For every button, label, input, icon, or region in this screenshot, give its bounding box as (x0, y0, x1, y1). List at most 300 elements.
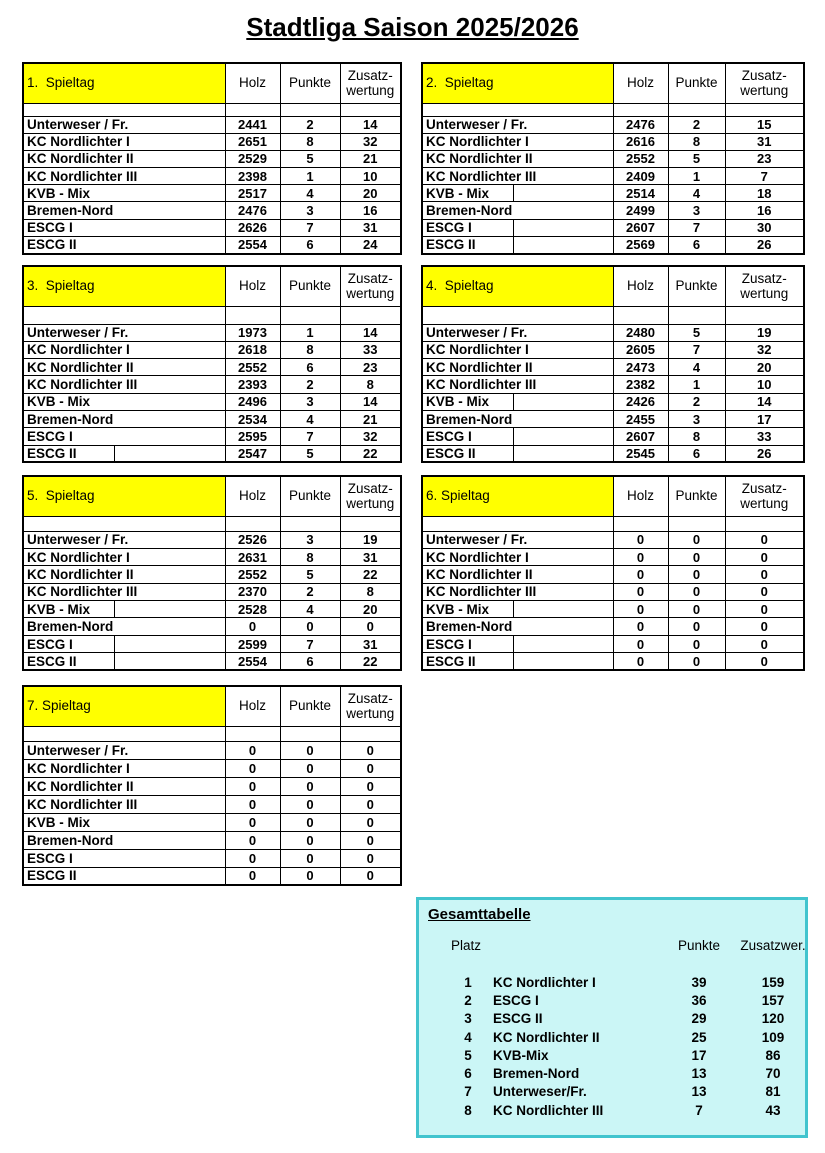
team-name-cell: KC Nordlichter I (422, 548, 613, 565)
punkte-value-cell: 0 (668, 653, 725, 670)
holz-value-cell: 2545 (613, 445, 668, 462)
team-row (422, 168, 804, 185)
zusatz-value-cell: 19 (725, 324, 804, 341)
holz-value-cell: 0 (225, 741, 280, 759)
punkte-value-cell: 8 (668, 133, 725, 150)
zusatz-label-line2: wertung (346, 286, 395, 302)
matchday-label-cell: 3. Spieltag (23, 266, 225, 306)
punkte-value-cell: 7 (668, 219, 725, 236)
punkte-value-cell: 7 (280, 635, 340, 652)
zusatz-label-line2: wertung (346, 496, 395, 512)
column-header-zusatzwertung: Zusatzwer. (740, 937, 806, 953)
matchday-table-3 (22, 265, 402, 463)
punkte-value-cell: 3 (280, 202, 340, 219)
overall-standings-table (443, 936, 811, 1119)
punkte-value-cell: 6 (668, 445, 725, 462)
zusatz-value-cell: 21 (340, 150, 401, 167)
holz-value-cell: 0 (613, 618, 668, 635)
team-row (422, 341, 804, 358)
punkte-value-cell: 4 (280, 410, 340, 427)
spacer-row (23, 516, 401, 531)
team-name-cell: ESCG I (23, 849, 225, 867)
zusatz-label-line2: wertung (740, 286, 789, 302)
zusatz-value-cell: 0 (340, 795, 401, 813)
holz-value-cell: 2569 (613, 236, 668, 253)
matchday-label-cell: 6. Spieltag (422, 476, 613, 516)
team-row (422, 219, 804, 236)
zusatz-value-cell: 22 (340, 653, 401, 670)
zusatz-label-line1: Zusatz- (347, 480, 393, 496)
zusatz-value-cell: 31 (340, 219, 401, 236)
zusatz-value-cell: 31 (340, 548, 401, 565)
overall-standings-box (416, 897, 808, 1138)
team-row (422, 324, 804, 341)
holz-value-cell: 2618 (225, 341, 280, 358)
zusatz-value-cell: 19 (340, 531, 401, 548)
holz-value-cell: 2607 (613, 428, 668, 445)
zusatz-label-line1: Zusatz- (347, 690, 393, 706)
page-title: Stadtliga Saison 2025/2026 (246, 12, 579, 42)
punkte-cell: 13 (691, 1066, 707, 1082)
matchday-table-1 (22, 62, 402, 255)
zusatz-value-cell: 32 (725, 341, 804, 358)
zusatz-value-cell: 33 (725, 428, 804, 445)
holz-value-cell: 2398 (225, 168, 280, 185)
zusatz-value-cell: 10 (340, 168, 401, 185)
team-name-cell: KC Nordlichter I (23, 759, 225, 777)
zusatz-value-cell: 14 (725, 393, 804, 410)
matchday-table-2 (421, 62, 805, 255)
column-header-holz: Holz (613, 476, 668, 516)
zusatz-label-line1: Zusatz- (741, 480, 787, 496)
matchday-header-row (422, 476, 804, 516)
holz-value-cell: 0 (225, 795, 280, 813)
team-name-cell: KC Nordlichter III (23, 583, 225, 600)
holz-value-cell: 0 (613, 601, 668, 618)
column-header-punkte: Punkte (280, 63, 340, 103)
punkte-cell: 29 (691, 1011, 707, 1027)
team-row (23, 583, 401, 600)
team-row (422, 133, 804, 150)
holz-value-cell: 2552 (225, 359, 280, 376)
team-name-cell: Bremen-Nord (493, 1066, 580, 1082)
punkte-value-cell: 0 (280, 777, 340, 795)
team-name-cell: Unterweser / Fr. (23, 531, 225, 548)
team-row (23, 653, 401, 670)
punkte-value-cell: 0 (280, 849, 340, 867)
team-name-cell: KC Nordlichter III (493, 1102, 604, 1118)
team-name-cell: ESCG I (23, 428, 225, 445)
team-row (23, 635, 401, 652)
zusatz-value-cell: 16 (340, 202, 401, 219)
column-header-punkte: Punkte (280, 686, 340, 726)
team-row (23, 428, 401, 445)
punkte-value-cell: 3 (668, 410, 725, 427)
holz-value-cell: 0 (225, 777, 280, 795)
zusatz-value-cell: 0 (340, 831, 401, 849)
team-row (23, 393, 401, 410)
punkte-value-cell: 3 (668, 202, 725, 219)
holz-value-cell: 2599 (225, 635, 280, 652)
zusatz-value-cell: 33 (340, 341, 401, 358)
team-row (422, 202, 804, 219)
column-header-holz: Holz (225, 63, 280, 103)
holz-value-cell: 2476 (225, 202, 280, 219)
punkte-value-cell: 2 (280, 583, 340, 600)
team-row (23, 359, 401, 376)
punkte-cell: 13 (691, 1084, 707, 1100)
team-name-cell: ESCG II (422, 653, 613, 670)
zusatz-value-cell: 20 (725, 359, 804, 376)
zusatzwertung-cell: 43 (765, 1102, 781, 1118)
zusatz-value-cell: 0 (340, 759, 401, 777)
holz-value-cell: 2441 (225, 116, 280, 133)
matchday-table-5 (22, 475, 402, 671)
matchday-table-7 (22, 685, 402, 886)
holz-value-cell: 2517 (225, 185, 280, 202)
team-name-cell: KVB - Mix (23, 601, 225, 618)
team-name-cell: Unterweser / Fr. (422, 116, 613, 133)
team-name-cell: KVB - Mix (23, 185, 225, 202)
holz-value-cell: 2651 (225, 133, 280, 150)
team-name-cell: Unterweser / Fr. (422, 324, 613, 341)
team-name-cell: KC Nordlichter I (23, 133, 225, 150)
team-row (422, 236, 804, 253)
holz-value-cell: 2554 (225, 236, 280, 253)
column-header-zusatzwertung (340, 63, 401, 103)
zusatzwertung-cell: 70 (765, 1066, 781, 1082)
column-header-holz: Holz (225, 266, 280, 306)
zusatz-value-cell: 0 (725, 618, 804, 635)
punkte-value-cell: 0 (280, 741, 340, 759)
holz-value-cell: 2534 (225, 410, 280, 427)
team-name-cell: Bremen-Nord (422, 202, 613, 219)
punkte-value-cell: 4 (668, 359, 725, 376)
punkte-value-cell: 0 (280, 831, 340, 849)
punkte-value-cell: 2 (280, 116, 340, 133)
column-header-zusatzwertung (340, 476, 401, 516)
punkte-value-cell: 4 (668, 185, 725, 202)
team-row (23, 531, 401, 548)
zusatz-value-cell: 31 (725, 133, 804, 150)
zusatz-value-cell: 26 (725, 445, 804, 462)
rank-cell: 8 (464, 1102, 472, 1118)
team-name-cell: ESCG I (23, 635, 225, 652)
zusatz-value-cell: 0 (340, 618, 401, 635)
holz-value-cell: 0 (225, 831, 280, 849)
zusatz-value-cell: 23 (725, 150, 804, 167)
zusatz-value-cell: 22 (340, 445, 401, 462)
zusatz-label-line1: Zusatz- (741, 67, 787, 83)
team-row (422, 618, 804, 635)
matchday-label-cell: 7. Spieltag (23, 686, 225, 726)
team-name-cell: Unterweser / Fr. (23, 741, 225, 759)
team-name-cell: KC Nordlichter II (422, 359, 613, 376)
standings-row (443, 991, 811, 1009)
holz-value-cell: 2529 (225, 150, 280, 167)
team-row (23, 831, 401, 849)
team-row (23, 341, 401, 358)
zusatz-value-cell: 7 (725, 168, 804, 185)
team-name-cell: Bremen-Nord (422, 618, 613, 635)
overall-standings-header-row (443, 936, 811, 954)
zusatzwertung-cell: 120 (761, 1011, 785, 1027)
team-name-cell: Bremen-Nord (23, 618, 225, 635)
team-name-cell: ESCG II (422, 236, 613, 253)
holz-value-cell: 2496 (225, 393, 280, 410)
matchday-header-row (422, 63, 804, 103)
spacer-row (23, 726, 401, 741)
standings-row (443, 1046, 811, 1064)
team-row (422, 566, 804, 583)
punkte-value-cell: 1 (668, 376, 725, 393)
zusatz-value-cell: 17 (725, 410, 804, 427)
team-name-cell: ESCG II (23, 445, 225, 462)
matchday-header-row (23, 476, 401, 516)
team-name-cell: KC Nordlichter II (23, 359, 225, 376)
matchday-header-row (23, 266, 401, 306)
matchday-label-cell: 5. Spieltag (23, 476, 225, 516)
holz-value-cell: 2554 (225, 653, 280, 670)
punkte-value-cell: 3 (280, 393, 340, 410)
team-row (422, 635, 804, 652)
zusatzwertung-cell: 159 (761, 974, 785, 990)
zusatz-value-cell: 0 (340, 741, 401, 759)
holz-value-cell: 0 (225, 813, 280, 831)
team-row (23, 566, 401, 583)
column-header-punkte: Punkte (668, 63, 725, 103)
standings-row (443, 1101, 811, 1119)
zusatz-label-line1: Zusatz- (347, 67, 393, 83)
team-row (23, 867, 401, 885)
team-name-cell: ESCG I (422, 219, 613, 236)
zusatz-value-cell: 0 (725, 566, 804, 583)
punkte-value-cell: 8 (280, 548, 340, 565)
matchday-label-cell: 4. Spieltag (422, 266, 613, 306)
zusatz-value-cell: 15 (725, 116, 804, 133)
zusatz-value-cell: 8 (340, 376, 401, 393)
column-header-zusatzwertung (340, 686, 401, 726)
team-name-cell: Unterweser / Fr. (422, 531, 613, 548)
zusatz-value-cell: 18 (725, 185, 804, 202)
standings-row (443, 973, 811, 991)
zusatz-value-cell: 0 (725, 548, 804, 565)
holz-value-cell: 2552 (225, 566, 280, 583)
holz-value-cell: 2616 (613, 133, 668, 150)
holz-value-cell: 2370 (225, 583, 280, 600)
punkte-value-cell: 0 (280, 813, 340, 831)
team-row (422, 428, 804, 445)
punkte-value-cell: 2 (280, 376, 340, 393)
team-row (23, 168, 401, 185)
spacer-row (23, 103, 401, 116)
team-row (23, 777, 401, 795)
zusatzwertung-cell: 81 (765, 1084, 781, 1100)
spacer-row (422, 306, 804, 324)
team-name-cell: KC Nordlichter II (493, 1029, 600, 1045)
zusatzwertung-cell: 109 (761, 1029, 785, 1045)
holz-value-cell: 0 (225, 849, 280, 867)
team-row (23, 376, 401, 393)
team-name-cell: KVB-Mix (493, 1047, 549, 1063)
holz-value-cell: 0 (613, 531, 668, 548)
punkte-value-cell: 1 (280, 324, 340, 341)
spacer-row (23, 306, 401, 324)
punkte-value-cell: 0 (668, 618, 725, 635)
column-header-zusatzwertung (725, 63, 804, 103)
team-row (23, 601, 401, 618)
punkte-value-cell: 6 (668, 236, 725, 253)
column-header-punkte: Punkte (280, 266, 340, 306)
punkte-value-cell: 0 (280, 759, 340, 777)
team-name-cell: KC Nordlichter II (23, 777, 225, 795)
team-row (23, 813, 401, 831)
punkte-value-cell: 7 (668, 341, 725, 358)
zusatz-value-cell: 22 (340, 566, 401, 583)
holz-value-cell: 2476 (613, 116, 668, 133)
column-header-holz: Holz (225, 686, 280, 726)
zusatz-value-cell: 14 (340, 324, 401, 341)
team-name-cell: KC Nordlichter II (422, 566, 613, 583)
punkte-value-cell: 5 (668, 324, 725, 341)
holz-value-cell: 0 (613, 548, 668, 565)
zusatzwertung-cell: 157 (761, 992, 785, 1008)
punkte-cell: 39 (691, 974, 707, 990)
punkte-value-cell: 0 (668, 601, 725, 618)
rank-cell: 6 (464, 1066, 472, 1082)
team-name-cell: ESCG I (422, 428, 613, 445)
punkte-value-cell: 0 (668, 566, 725, 583)
punkte-value-cell: 0 (668, 531, 725, 548)
matchday-label-cell: 1. Spieltag (23, 63, 225, 103)
column-header-zusatzwertung (725, 476, 804, 516)
holz-value-cell: 2514 (613, 185, 668, 202)
holz-value-cell: 0 (225, 618, 280, 635)
team-row (23, 548, 401, 565)
punkte-value-cell: 0 (280, 867, 340, 885)
punkte-value-cell: 5 (280, 150, 340, 167)
zusatz-value-cell: 0 (725, 653, 804, 670)
zusatz-value-cell: 30 (725, 219, 804, 236)
rank-cell: 2 (464, 992, 472, 1008)
spacer-row (422, 103, 804, 116)
zusatz-label-line2: wertung (740, 83, 789, 99)
zusatz-value-cell: 0 (340, 813, 401, 831)
standings-row (443, 1064, 811, 1082)
rank-cell: 4 (464, 1029, 472, 1045)
column-header-zusatzwertung (340, 266, 401, 306)
zusatz-value-cell: 32 (340, 133, 401, 150)
matchday-label-cell: 2. Spieltag (422, 63, 613, 103)
zusatz-value-cell: 0 (340, 867, 401, 885)
holz-value-cell: 0 (225, 759, 280, 777)
team-name-cell: Unterweser / Fr. (23, 324, 225, 341)
column-header-punkte: Punkte (668, 266, 725, 306)
team-row (23, 741, 401, 759)
team-name-cell: KC Nordlichter III (23, 168, 225, 185)
holz-value-cell: 2552 (613, 150, 668, 167)
holz-value-cell: 2631 (225, 548, 280, 565)
zusatz-value-cell: 14 (340, 393, 401, 410)
team-name-cell: Unterweser / Fr. (23, 116, 225, 133)
punkte-cell: 7 (695, 1102, 703, 1118)
punkte-cell: 36 (691, 992, 707, 1008)
punkte-value-cell: 3 (280, 531, 340, 548)
standings-row (443, 1083, 811, 1101)
holz-value-cell: 0 (225, 867, 280, 885)
punkte-value-cell: 2 (668, 116, 725, 133)
holz-value-cell: 2626 (225, 219, 280, 236)
matchday-header-row (23, 686, 401, 726)
holz-value-cell: 2595 (225, 428, 280, 445)
team-row (422, 359, 804, 376)
holz-value-cell: 2382 (613, 376, 668, 393)
team-row (422, 116, 804, 133)
team-name-cell: KC Nordlichter III (422, 583, 613, 600)
team-row (422, 548, 804, 565)
zusatz-value-cell: 0 (725, 531, 804, 548)
column-header-platz: Platz (451, 937, 482, 953)
team-row (23, 116, 401, 133)
team-name-cell: KC Nordlichter III (23, 376, 225, 393)
team-row (23, 849, 401, 867)
holz-value-cell: 0 (613, 566, 668, 583)
column-header-punkte: Punkte (668, 476, 725, 516)
holz-value-cell: 0 (613, 653, 668, 670)
rank-cell: 7 (464, 1084, 472, 1100)
team-name-cell: Bremen-Nord (23, 831, 225, 849)
team-row (23, 324, 401, 341)
column-header-zusatzwertung (725, 266, 804, 306)
team-row (422, 653, 804, 670)
team-name-cell: KVB - Mix (422, 185, 613, 202)
zusatz-value-cell: 16 (725, 202, 804, 219)
punkte-value-cell: 5 (668, 150, 725, 167)
spacer-row (443, 954, 811, 973)
punkte-value-cell: 5 (280, 445, 340, 462)
column-header-holz: Holz (225, 476, 280, 516)
team-row (422, 185, 804, 202)
zusatz-label-line2: wertung (740, 496, 789, 512)
team-name-cell: ESCG I (493, 992, 539, 1008)
team-name-cell: KC Nordlichter I (493, 974, 596, 990)
punkte-value-cell: 8 (280, 133, 340, 150)
zusatz-value-cell: 26 (725, 236, 804, 253)
zusatz-value-cell: 20 (340, 185, 401, 202)
zusatz-label-line1: Zusatz- (741, 270, 787, 286)
holz-value-cell: 2393 (225, 376, 280, 393)
team-name-cell: KC Nordlichter II (422, 150, 613, 167)
holz-value-cell: 2528 (225, 601, 280, 618)
rank-cell: 5 (464, 1047, 472, 1063)
punkte-value-cell: 6 (280, 653, 340, 670)
standings-row (443, 1010, 811, 1028)
team-name-cell: ESCG II (493, 1011, 543, 1027)
punkte-value-cell: 6 (280, 359, 340, 376)
team-name-cell: KC Nordlichter I (23, 341, 225, 358)
punkte-value-cell: 8 (280, 341, 340, 358)
punkte-value-cell: 0 (280, 618, 340, 635)
team-row (23, 202, 401, 219)
punkte-value-cell: 0 (668, 635, 725, 652)
holz-value-cell: 2480 (613, 324, 668, 341)
overall-standings-heading: Gesamttabelle (428, 906, 531, 923)
team-name-cell: ESCG II (23, 653, 225, 670)
team-row (23, 410, 401, 427)
punkte-value-cell: 7 (280, 219, 340, 236)
team-row (422, 531, 804, 548)
column-header-punkte: Punkte (677, 937, 721, 953)
